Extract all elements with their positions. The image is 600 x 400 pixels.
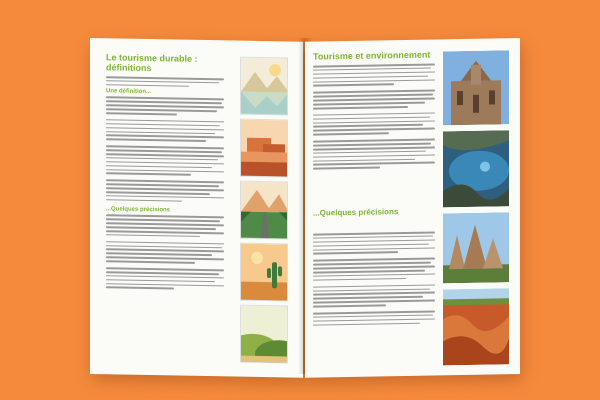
photo-red-canyon xyxy=(443,288,509,365)
subheading-definition: Une définition... xyxy=(106,88,151,96)
left-page xyxy=(90,38,303,378)
right-page xyxy=(305,38,520,378)
paragraph xyxy=(106,97,224,203)
photo-stone-church xyxy=(443,50,509,125)
illustration-mountain-road xyxy=(240,181,288,240)
paragraph xyxy=(313,231,435,325)
right-text-column xyxy=(313,49,435,325)
illustration-cactus-desert xyxy=(240,243,288,302)
paragraph xyxy=(106,76,224,87)
illustration-mountain-lake xyxy=(240,57,288,116)
right-page-title: Tourisme et environnement xyxy=(313,49,431,62)
paragraph xyxy=(313,63,435,169)
left-page-title: Le tourisme durable : définitions xyxy=(106,52,198,74)
photo-rock-formation xyxy=(443,212,509,283)
illustration-green-hills xyxy=(240,305,288,364)
magazine-spread xyxy=(90,38,520,374)
photo-coastal-bay xyxy=(443,130,509,207)
illustration-desert-mesa xyxy=(240,119,288,178)
subheading-precisions-left: ...Quelques précisions xyxy=(106,206,171,214)
left-text-column xyxy=(106,52,224,290)
paragraph xyxy=(106,215,224,291)
subheading-precisions-right: ...Quelques précisions xyxy=(313,207,399,218)
